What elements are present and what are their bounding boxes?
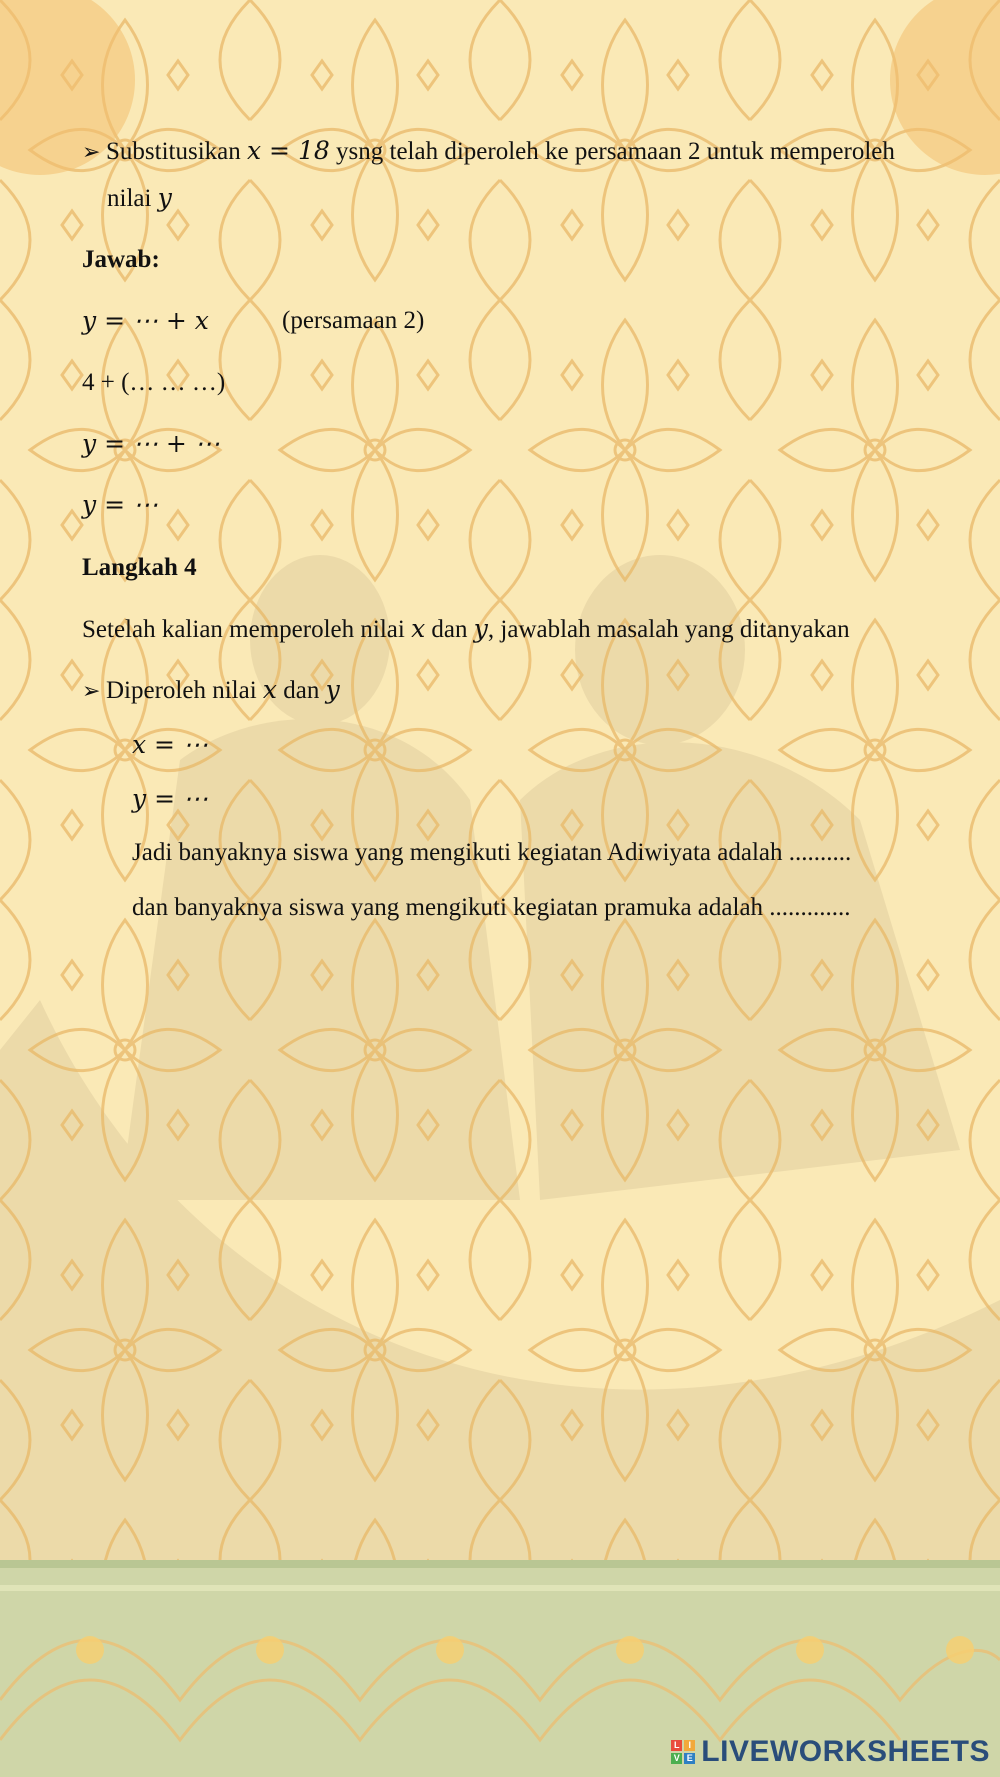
arrow-bullet-icon: ➢ [82, 678, 101, 703]
step-4-intro: Setelah kalian memperoleh nilai x dan y, jawablah masalah yang ditanyakan [82, 614, 850, 643]
equation-line-3: y = ⋯ + ⋯ [82, 429, 220, 458]
substitution-bullet-continued: nilai y [107, 183, 172, 212]
y-value-line: y = ⋯ [132, 784, 208, 813]
liveworksheets-logo [671, 1735, 990, 1769]
equation-line-1: y = ⋯ + x [82, 306, 209, 335]
step-4-heading: Langkah 4 [82, 554, 197, 581]
equation-line-4: y = ⋯ [82, 490, 158, 519]
conclusion-pramuka: dan banyaknya siswa yang mengikuti kegiatan pramuka adalah ............. [132, 894, 851, 921]
equation-note: (persamaan 2) [282, 307, 425, 334]
arrow-bullet-icon: ➢ [82, 139, 101, 164]
equation-line-2: 4 + (… … …) [82, 369, 226, 396]
substitution-bullet: ➢ Substitusikan x = 18 ysng telah diperoleh ke persamaan 2 untuk memperoleh [82, 136, 895, 165]
math-x-equals: x = 18 [247, 136, 330, 165]
liveworksheets-wordmark: LIVEWORKSHEETS [701, 1735, 990, 1768]
conclusion-adiwiyata: Jadi banyaknya siswa yang mengikuti kegiatan Adiwiyata adalah .......... [132, 839, 852, 866]
values-bullet: ➢ Diperoleh nilai x dan y [82, 675, 340, 704]
x-value-line: x = ⋯ [132, 730, 208, 759]
answer-heading: Jawab: [82, 246, 160, 273]
liveworksheets-mark-icon: L I V E [671, 1740, 695, 1764]
